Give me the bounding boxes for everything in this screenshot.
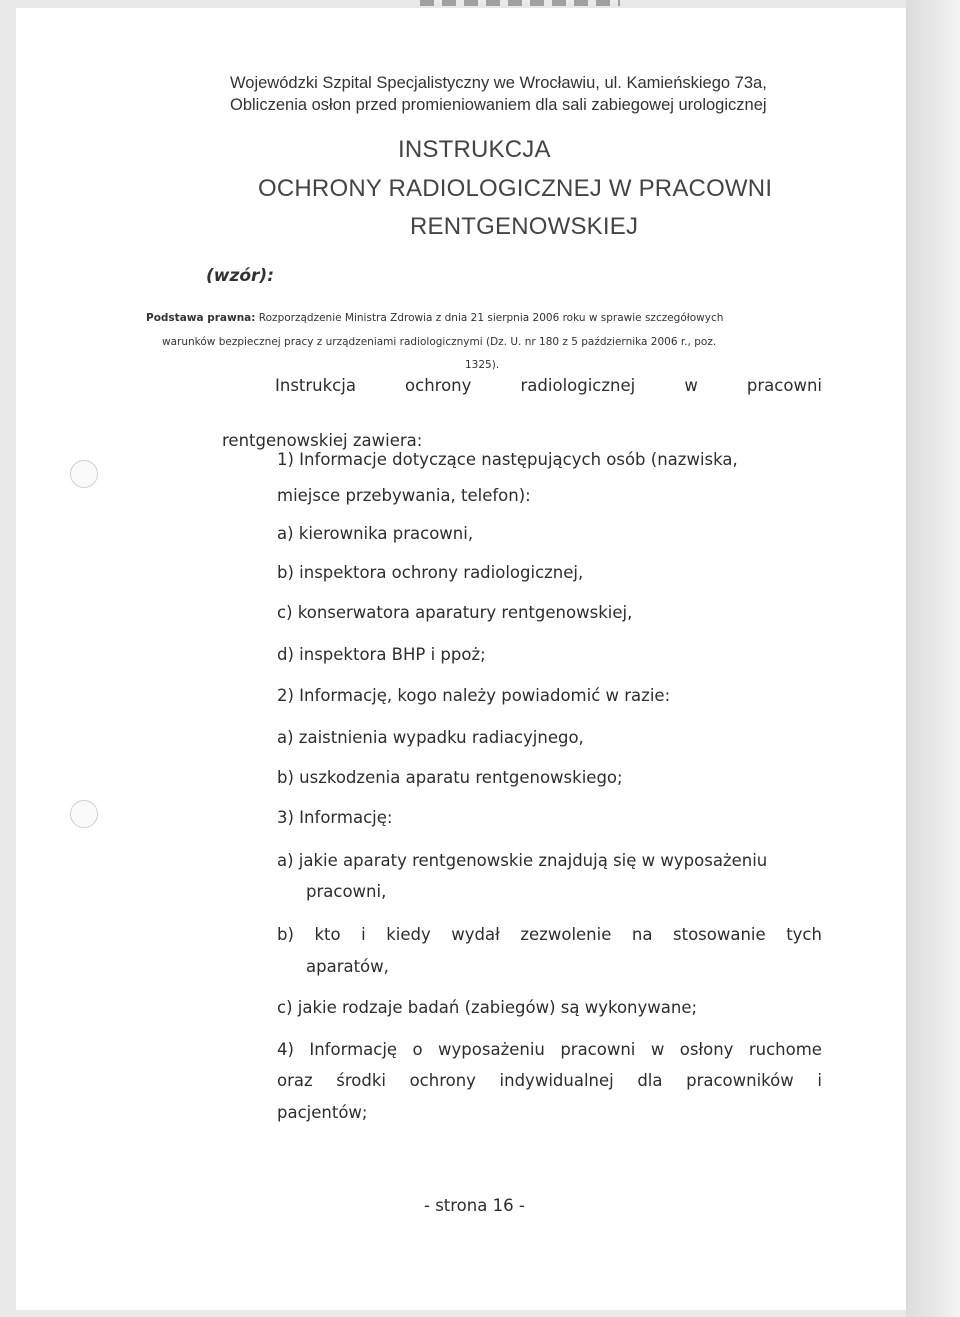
item-4-word: dla <box>637 1071 663 1090</box>
title-line-3: RENTGENOWSKIEJ <box>410 213 639 240</box>
item-4-word: pracowników <box>686 1071 794 1090</box>
scan-artifact <box>420 0 620 6</box>
item-3b-line-1 <box>277 925 822 944</box>
legal-basis-line-2: warunków bezpiecznej pracy z urządzeniami radiologicznymi (Dz. U. nr 180 z 5 października 2006 r., poz. <box>162 336 717 348</box>
item-4-word: w <box>650 1040 665 1059</box>
item-3a-line-1: a) jakie aparaty rentgenowskie znajdują się w wyposażeniu <box>277 851 768 870</box>
title-line-1: INSTRUKCJA <box>398 136 551 163</box>
item-3a-line-2: pracowni, <box>306 882 387 901</box>
item-4-line-3: pacjentów; <box>277 1103 368 1122</box>
item-1c: c) konserwatora aparatury rentgenowskiej, <box>277 603 633 622</box>
intro-word: radiologicznej <box>520 376 636 395</box>
page-number: - strona 16 - <box>424 1196 525 1215</box>
item-1-line-1: 1) Informacje dotyczące następujących osób (nazwiska, <box>277 450 738 469</box>
intro-word: ochrony <box>405 376 472 395</box>
item-4-word: wyposażeniu <box>438 1040 545 1059</box>
item-3b-word: i <box>361 925 366 944</box>
item-3b-word: b) <box>277 925 294 944</box>
item-4-word: ruchome <box>748 1040 822 1059</box>
item-3b-word: zezwolenie <box>520 925 612 944</box>
item-1d: d) inspektora BHP i ppoż; <box>277 645 486 664</box>
intro-word: pracowni <box>746 376 822 395</box>
item-3b-word: tych <box>786 925 822 944</box>
item-4-word: o <box>412 1040 423 1059</box>
template-label: (wzór): <box>206 266 274 286</box>
item-3b-word: na <box>631 925 653 944</box>
item-4-word: 4) <box>277 1040 294 1059</box>
item-3b-word: kto <box>314 925 341 944</box>
item-3b-line-2: aparatów, <box>306 957 389 976</box>
item-4-line-1 <box>277 1040 822 1059</box>
item-4-word: i <box>817 1071 822 1090</box>
intro-line-1 <box>275 376 822 395</box>
legal-basis-line-3: 1325). <box>465 359 500 371</box>
intro-word: Instrukcja <box>275 376 356 395</box>
item-3: 3) Informację: <box>277 808 393 827</box>
item-3b-word: wydał <box>451 925 500 944</box>
scan-page-edge <box>906 0 960 1317</box>
item-2b: b) uszkodzenia aparatu rentgenowskiego; <box>277 768 623 787</box>
punch-hole <box>70 460 98 488</box>
item-1b: b) inspektora ochrony radiologicznej, <box>277 563 584 582</box>
item-3b-word: kiedy <box>386 925 431 944</box>
legal-basis-text: Rozporządzenie Ministra Zdrowia z dnia 21 sierpnia 2006 roku w sprawie szczegółowych <box>255 312 724 324</box>
intro-line-2: rentgenowskiej zawiera: <box>222 431 423 450</box>
item-2a: a) zaistnienia wypadku radiacyjnego, <box>277 728 584 747</box>
item-4-word: Informację <box>309 1040 398 1059</box>
title-line-2: OCHRONY RADIOLOGICZNEJ W PRACOWNI <box>258 175 773 202</box>
item-4-word: indywidualnej <box>499 1071 614 1090</box>
header-line-1: Wojewódzki Szpital Specjalistyczny we Wrocławiu, ul. Kamieńskiego 73a, <box>230 74 767 92</box>
item-3b-word: stosowanie <box>673 925 766 944</box>
legal-basis-label: Podstawa prawna: <box>146 312 256 324</box>
header-line-2: Obliczenia osłon przed promieniowaniem dla sali zabiegowej urologicznej <box>230 96 767 114</box>
item-2: 2) Informację, kogo należy powiadomić w razie: <box>277 686 671 705</box>
punch-hole <box>70 800 98 828</box>
item-4-word: oraz <box>277 1071 313 1090</box>
item-3c: c) jakie rodzaje badań (zabiegów) są wykonywane; <box>277 998 698 1017</box>
item-4-word: ochrony <box>409 1071 476 1090</box>
intro-word: w <box>684 376 698 395</box>
item-1a: a) kierownika pracowni, <box>277 524 474 543</box>
item-1-line-2: miejsce przebywania, telefon): <box>277 486 531 505</box>
item-4-word: środki <box>336 1071 386 1090</box>
item-4-word: osłony <box>679 1040 734 1059</box>
item-4-line-2 <box>277 1071 822 1090</box>
legal-basis-line-1 <box>146 311 723 325</box>
item-4-word: pracowni <box>560 1040 636 1059</box>
